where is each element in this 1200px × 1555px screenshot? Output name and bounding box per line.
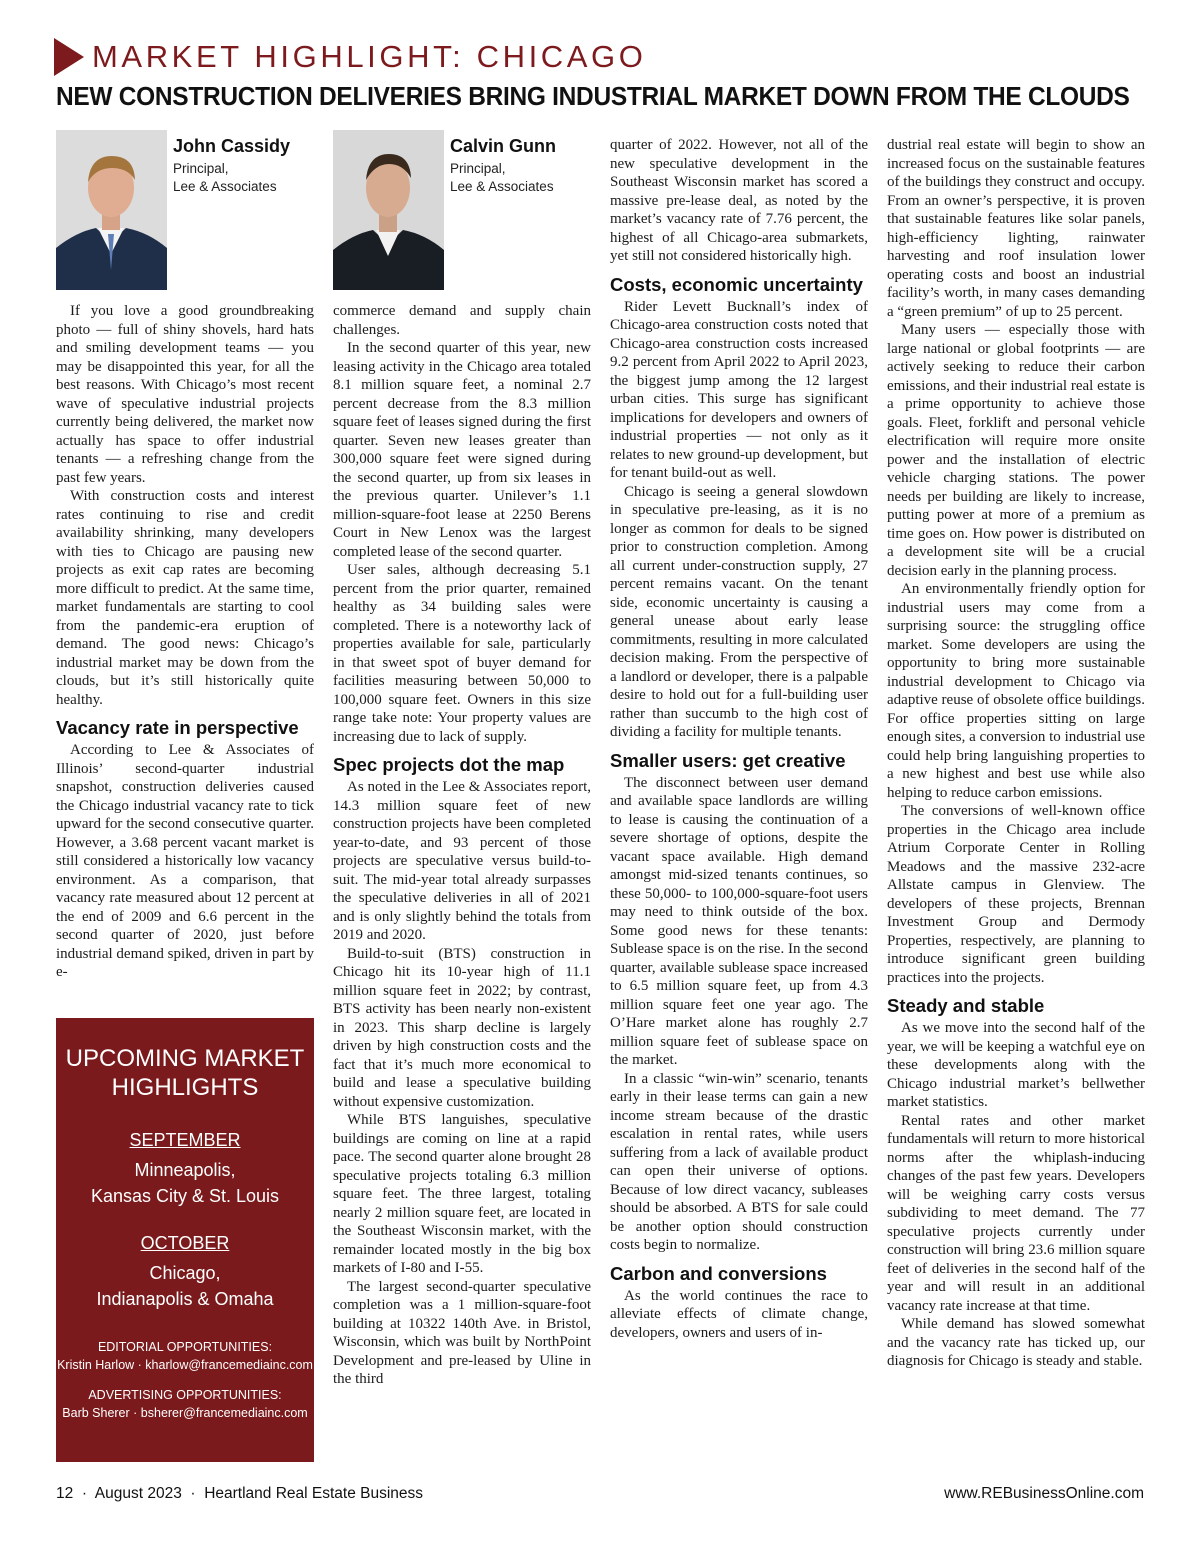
- section-heading: Vacancy rate in perspective: [56, 717, 299, 738]
- paragraph: Build-to-suit (BTS) construction in Chicago hit its 10-year high of 11.1 million square feet in 2022; by contrast, BTS activity has been nearly non-existent in 2023. This sharp decline is largely driven by high construction costs and the fact that it’s much more economical to build and lease a speculative building without expensive customization.: [333, 945, 591, 1110]
- author-photo-1: [56, 130, 167, 290]
- paragraph: While BTS languishes, speculative buildings are coming on line at a rapid pace. The second quarter alone brought 28 speculative projects totaling 6.3 million square feet. The three largest, totaling nearly 2 million square feet, are located in the Southeast Wisconsin market, with the remainder located mostly in the big box markets of I-80 and I-55.: [333, 1112, 591, 1276]
- author-title-1: Principal,: [173, 161, 229, 176]
- section-heading: Carbon and conversions: [610, 1262, 827, 1284]
- paragraph: According to Lee & Associates of Illinois’ second-quarter industrial snapshot, construction deliveries caused the Chicago industrial vacancy rate to tick upward for the second consecutive quarter. However, a 3.68 percent vacant market is still considered a historically low vacancy environment. As a comparison, that vacancy rate measured about 12 percent at the end of 2009 and 6.6 percent in the second quarter of 2020, just before industrial demand spiked, driven in part by e-: [56, 742, 314, 980]
- author-photo-2: [333, 130, 444, 290]
- article-column-2: [333, 302, 591, 1389]
- paragraph: In the second quarter of this year, new leasing activity in the Chicago area totaled 8.1 million square feet, a nominal 2.7 percent decrease from the 8.3 million square feet of leases signed during the first quarter. Seven new leases greater than 300,000 square feet were signed during the second quarter, up from six leases in the previous quarter. Unilever’s 1.1 million-square-foot lease at 2250 Berens Court in New Lenox was the largest completed lease of the second quarter.: [333, 340, 591, 560]
- paragraph: While demand has slowed somewhat and the vacancy rate has ticked up, our diagnosis for Chicago is steady and stable.: [887, 1316, 1145, 1369]
- headshot-image: [56, 130, 167, 290]
- paragraph: dustrial real estate will begin to show an increased focus on the sustainable features of the buildings they construct and occupy. From an owner’s perspective, it is proven that sustainable features like solar panels, high-efficiency lighting, rainwater harvesting and roof insulation lower operating costs and boost an industrial facility’s worth, in many cases demanding a “green premium” of up to 25 percent.: [887, 137, 1145, 320]
- paragraph: Chicago is seeing a general slowdown in speculative pre-leasing, as it is no longer as common for deals to be signed prior to construction completion. Among all current under-construction supply, 27 percent remains vacant. On the tenant side, economic uncertainty is causing a general unease about early lease commitments, resulting in more calculated decision making. From the perspective of a landlord or developer, there is a palpable desire to hold out for a full-building user rather than succumb to the high cost of dividing a facility for multiple tenants.: [610, 483, 868, 740]
- paragraph: The disconnect between user demand and available space landlords are willing to lease is causing the continuation of a severe shortage of options, despite the vacant space available. High demand amongst mid-sized tenants continues, so these 50,000- to 100,000-square-foot users may need to think outside of the box. Some good news for these tenants: Sublease space is on the rise. In the second quarter, available sublease space increased to 6.5 million square feet, up from 4.3 million square feet one year ago. The O’Hare market alone has roughly 2.7 million square feet of sublease space on the market.: [610, 774, 868, 1068]
- website-link[interactable]: www.REBusinessOnline.com: [944, 1485, 1144, 1502]
- paragraph: Rider Levett Bucknall’s index of Chicago-area construction costs noted that Chicago-area construction costs increased 9.2 percent from April 2022 to April 2023, the biggest jump among the 12 largest urban cities. This surge has significant implications for developers and owners of industrial properties — not only as it relates to new ground-up development, but for tenant build-out as well.: [610, 298, 868, 481]
- kicker-triangle-icon: [54, 38, 84, 76]
- upcoming-highlights-box: [56, 1018, 314, 1462]
- author-role-2: [450, 160, 554, 196]
- author-byline-1: [56, 130, 314, 290]
- promo-month-september: SEPTEMBER: [129, 1130, 241, 1150]
- paragraph: Many users — especially those with large national or global footprints — are actively seeking to reduce their carbon emissions, and their industrial real estate is a prime opportunity to achieve those goals. Fleet, forklift and personal vehicle electrification will require more onsite power and the installation of electric vehicle charging stations. The power needs per building are likely to increase, putting power at more of a premium as time goes on. How power is distributed on a development site will be a crucial decision early in the planning process.: [887, 322, 1145, 579]
- advertising-contact-link[interactable]: Barb Sherer · bsherer@francemediainc.com: [62, 1406, 308, 1420]
- promo-city-line: Chicago,: [149, 1263, 221, 1283]
- promo-city-line: Minneapolis,: [134, 1160, 236, 1180]
- author-byline-2: [333, 130, 591, 290]
- paragraph: As we move into the second half of the year, we will be keeping a watchful eye on these developments along with the Chicago industrial market’s bellwether market statistics.: [887, 1020, 1145, 1110]
- promo-title: [56, 1044, 314, 1102]
- paragraph: As the world continues the race to alleviate effects of climate change, developers, owners and users of in-: [610, 1287, 868, 1341]
- author-company-2: Lee & Associates: [450, 179, 554, 194]
- section-heading: Smaller users: get creative: [610, 749, 846, 771]
- author-name-2: Calvin Gunn: [450, 136, 557, 156]
- paragraph: If you love a good groundbreaking photo — full of shiny shovels, hard hats and smiling development teams — you may be disappointed this year, for all the best reasons. With Chicago’s most recent wave of speculative industrial projects currently being delivered, the market now actually has space to offer industrial tenants — a refreshing change from the past few years.: [56, 303, 314, 486]
- promo-title-line: UPCOMING MARKET: [65, 1045, 305, 1072]
- paragraph: As noted in the Lee & Associates report, 14.3 million square feet of new construction projects have been completed year-to-date, and 93 percent of those projects are speculative versus build-to-suit. The mid-year total already surpasses the speculative deliveries in all of 2021 and is only slightly behind the totals from 2019 and 2020.: [333, 779, 591, 943]
- section-heading: Steady and stable: [887, 995, 1045, 1016]
- advertising-label: ADVERTISING OPPORTUNITIES:: [88, 1388, 282, 1402]
- promo-month-october: OCTOBER: [140, 1233, 230, 1253]
- promo-city-line: Indianapolis & Omaha: [96, 1289, 274, 1309]
- paragraph: commerce demand and supply chain challenges.: [333, 303, 591, 338]
- promo-title-line: HIGHLIGHTS: [111, 1074, 259, 1101]
- article-headline: NEW CONSTRUCTION DELIVERIES BRING INDUSTRIAL MARKET DOWN FROM THE CLOUDS: [56, 83, 1130, 111]
- article-column-4: [887, 136, 1145, 1371]
- page-footer-folio: 12 · August 2023 · Heartland Real Estate Business: [56, 1485, 424, 1502]
- paragraph: With construction costs and interest rates continuing to rise and credit availability shrinking, many developers with ties to Chicago are pausing new projects as exit cap rates are becoming more difficult to predict. At the same time, market fundamentals are starting to cool from the pandemic-era eruption of demand. The good news: Chicago’s industrial market may be down from the clouds, but it’s still historically quite healthy.: [56, 488, 314, 708]
- headshot-image: [333, 130, 444, 290]
- paragraph: Rental rates and other market fundamentals will return to more historical norms after the whiplash-inducing changes of the past few years. Developers will be weighing carry costs versus subdividing to meet demand. The 77 speculative projects currently under construction will bring 23.6 million square feet of deliveries in the second half of the year and will result in an additional vacancy rate increase at that time.: [887, 1112, 1145, 1314]
- kicker-text: MARKET HIGHLIGHT: CHICAGO: [92, 39, 647, 74]
- paragraph: The conversions of well-known office properties in the Chicago area include Atrium Corporate Center in Rolling Meadows and the massive 232-acre Allstate campus in Glenview. The developers of these projects, Brennan Investment Group and Dermody Properties, respectively, are planning to introduce significant green building practices into the projects.: [887, 803, 1145, 986]
- promo-city-line: Kansas City & St. Louis: [90, 1186, 280, 1206]
- promo-cities-september: [56, 1157, 314, 1209]
- author-title-2: Principal,: [450, 161, 506, 176]
- paragraph: The largest second-quarter speculative completion was a 1 million-square-foot building at 10322 140th Ave. in Bristol, Wisconsin, which was built by NorthPoint Development and pre-leased by Uline in the third: [333, 1278, 591, 1387]
- section-heading: Spec projects dot the map: [333, 754, 565, 775]
- article-column-3: [610, 136, 868, 1342]
- paragraph: User sales, although decreasing 5.1 percent from the prior quarter, remained healthy as 34 building sales were completed. There is a noteworthy lack of properties available for sale, particularly in that sweet spot of buyer demand for facilities measuring between 50,000 to 100,000 square feet. Owners in this size range take note: Your property values are increasing due to lack of supply.: [333, 562, 591, 745]
- author-role-1: [173, 160, 277, 196]
- author-company-1: Lee & Associates: [173, 179, 277, 194]
- paragraph: An environmentally friendly option for industrial users may come from a surprising source: the struggling office market. Some developers are using the opportunity to bring more sustainable industrial development to Chicago via adaptive reuse of obsolete office buildings. For office properties sitting on large enough sites, a conversion to industrial use could help bring languishing properties to a new highest and best use while also helping to reduce carbon emissions.: [887, 581, 1145, 801]
- paragraph: In a classic “win-win” scenario, tenants early in their lease terms can gain a new income stream because of the drastic escalation in rental rates, while users suffering from a lack of available product can open their universe of options. Because of low direct vacancy, subleases should be absorbed. A BTS for sale could be another option should construction costs begin to normalize.: [610, 1070, 868, 1253]
- editorial-label: EDITORIAL OPPORTUNITIES:: [97, 1340, 273, 1354]
- editorial-contact-link[interactable]: Kristin Harlow · kharlow@francemediainc.com: [57, 1358, 313, 1372]
- author-name-1: John Cassidy: [173, 136, 291, 156]
- section-heading: Costs, economic uncertainty: [610, 273, 863, 295]
- article-column-1: [56, 302, 314, 982]
- paragraph: quarter of 2022. However, not all of the new speculative development in the Southeast Wisconsin market has scored a massive pre-lease deal, as noted by the market’s vacancy rate of 7.76 percent, the highest of all Chicago-area submarkets, yet still not considered historically high.: [610, 137, 868, 264]
- promo-cities-october: [56, 1260, 314, 1312]
